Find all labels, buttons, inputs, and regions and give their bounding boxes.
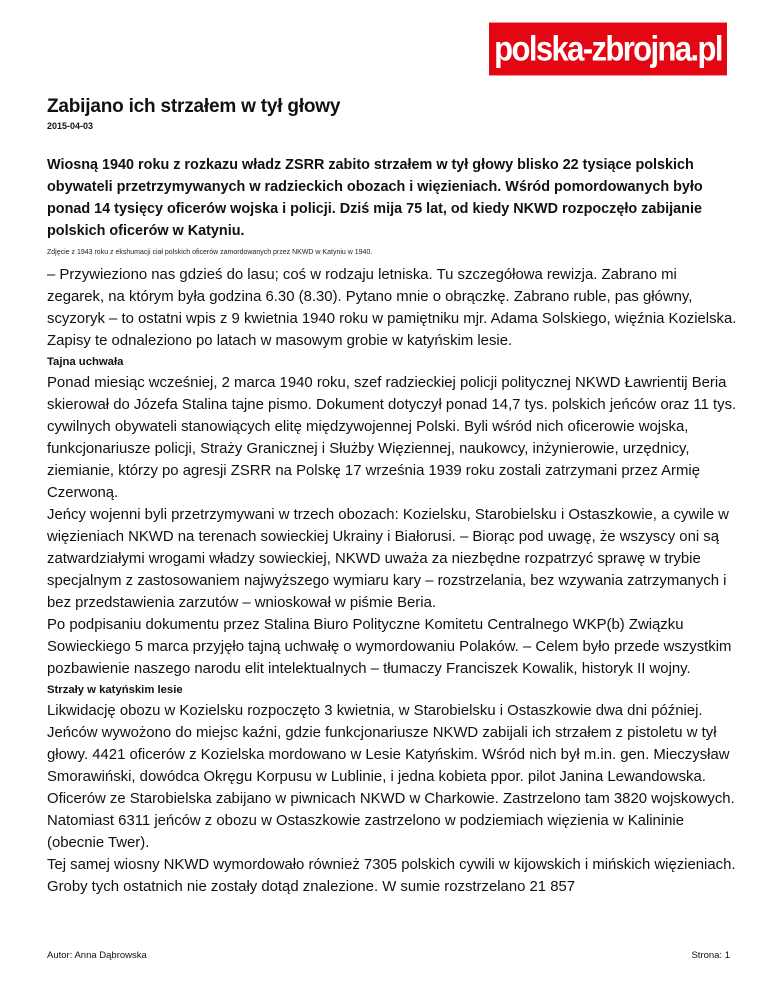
- paragraph: Po podpisaniu dokumentu przez Stalina Biuro Polityczne Komitetu Centralnego WKP(b) Związku Sowieckiego 5 marca przyjęło tajną uchwałę o wymordowaniu Polaków. – Celem było przede wszystkim pozbawienie naszego narodu elit intelektualnych – tłumaczy Franciszek Kowalik, historyk II wojny.: [47, 617, 732, 677]
- section-heading: Tajna uchwała: [47, 356, 124, 368]
- paragraph: – Przywieziono nas gdzieś do lasu; coś w rodzaju letniska. Tu szczegółowa rewizja. Zabrano mi zegarek, na którym była godzina 6.30 (8.30). Pytano mnie o obrączkę. Zabrano ruble, pas główny, scyzoryk – to ostatni wpis z 9 kwietnia 1940 roku w pamiętniku mjr. Adama Solskiego, więźnia Kozielska. Zapisy te odnaleziono po latach w masowym grobie w katyńskim lesie.: [47, 267, 737, 349]
- article-lead: Wiosną 1940 roku z rozkazu władz ZSRR zabito strzałem w tył głowy blisko 22 tysiące polskich obywateli przetrzymywanych w radzieckich obozach i więzieniach. Wśród pomordowanych było ponad 14 tysięcy oficerów wojska i policji. Dziś mija 75 lat, od kiedy NKWD rozpoczęło zabijanie polskich oficerów w Katyniu.: [47, 157, 703, 239]
- footer-author: Autor: Anna Dąbrowska: [47, 950, 147, 961]
- article-body: [47, 264, 737, 898]
- article-date: 2015-04-03: [47, 121, 94, 131]
- site-logo: polska-zbrojna.pl: [489, 23, 727, 76]
- footer-page-number: Strona: 1: [691, 950, 730, 961]
- paragraph: Likwidację obozu w Kozielsku rozpoczęto 3 kwietnia, w Starobielsku i Ostaszkowie dwa dni później. Jeńców wywożono do miejsc kaźni, gdzie funkcjonariusze NKWD zabijali ich strzałem z pistoletu w tył głowy. 4421 oficerów z Kozielska mordowano w Lesie Katyńskim. Wśród nich był m.in. gen. Mieczysław Smorawiński, dowódca Okręgu Korpusu w Lublinie, i jedna kobieta ppor. pilot Janina Lewandowska. Oficerów ze Starobielska zabijano w piwnicach NKWD w Charkowie. Zastrzelono tam 3820 wojskowych. Natomiast 6311 jeńców z obozu w Ostaszkowie zastrzelono w podziemiach więzienia w Kalininie (obecnie Twer).: [47, 703, 735, 851]
- section-heading: Strzały w katyńskim lesie: [47, 684, 183, 696]
- photo-caption: Zdjęcie z 1943 roku z ekshumacji ciał polskich oficerów zamordowanych przez NKWD w Katyniu w 1940.: [47, 249, 373, 256]
- paragraph: Tej samej wiosny NKWD wymordowało również 7305 polskich cywili w kijowskich i mińskich więzieniach. Groby tych ostatnich nie zostały dotąd znalezione. W sumie rozstrzelano 21 857: [47, 857, 736, 895]
- paragraph: Jeńcy wojenni byli przetrzymywani w trzech obozach: Kozielsku, Starobielsku i Ostaszkowie, a cywile w więzieniach NKWD na terenach sowieckiej Ukrainy i Białorusi. – Biorąc pod uwagę, że wszyscy oni są zatwardziałymi wrogami władzy sowieckiej, NKWD uważa za niezbędne rozpatrzyć sprawę w trybie specjalnym z zastosowaniem najwyższego wymiaru kary – rozstrzelania, bez wzywania zatrzymanych i bez przedstawienia zarzutów – wnioskował w piśmie Beria.: [47, 507, 729, 611]
- article-title: Zabijano ich strzałem w tył głowy: [47, 96, 341, 117]
- paragraph: Ponad miesiąc wcześniej, 2 marca 1940 roku, szef radzieckiej policji politycznej NKWD Ławrientij Beria skierował do Józefa Stalina tajne pismo. Dokument dotyczył ponad 14,7 tys. polskich jeńców oraz 11 tys. cywilnych obywateli stanowiących elitę międzywojennej Polski. Byli wśród nich oficerowie wojska, funkcjonariusze policji, Straży Granicznej i Służby Więziennej, naukowcy, inżynierowie, urzędnicy, ziemianie, którzy po agresji ZSRR na Polskę 17 września 1939 roku zostali zatrzymani przez Armię Czerwoną.: [47, 375, 737, 501]
